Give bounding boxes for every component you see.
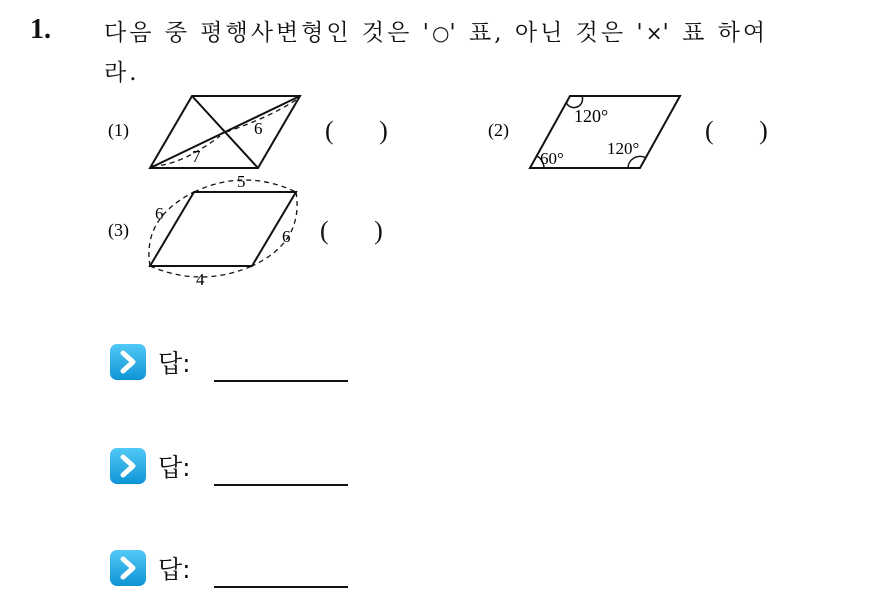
chevron-right-icon [110, 448, 146, 484]
parallelogram-3 [150, 192, 296, 266]
paren-3: ( ) [320, 216, 383, 245]
cross-mark: × [645, 21, 663, 45]
right-side-label: 6 [282, 227, 291, 246]
question-text-line2: 라. [104, 60, 140, 86]
question-text-part: 다음 중 평행사변형인 것은 ' [104, 20, 432, 46]
question-text-part: ' 표 하여 [662, 20, 769, 46]
answer-label: 답: [158, 555, 191, 584]
question-number: 1. [30, 14, 51, 45]
answer-blank-2[interactable] [214, 484, 348, 486]
paren-1: ( ) [325, 116, 388, 145]
answer-blank-3[interactable] [214, 586, 348, 588]
circle-mark: ○ [431, 21, 450, 45]
figure-2-label: (2) [488, 120, 509, 140]
angle-label-top-left: 120° [574, 106, 609, 126]
left-side-label: 6 [155, 204, 164, 223]
answer-row-2 [110, 448, 370, 488]
diagonal-short-half-label: 6 [254, 119, 263, 138]
question-text-part: ' 표, 아닌 것은 ' [449, 20, 646, 46]
diagonal-long [150, 96, 300, 168]
angle-label-bottom-right: 120° [607, 139, 640, 158]
question-text-line1 [104, 14, 768, 47]
diagonal-long-half-label: 7 [192, 147, 201, 166]
angle-label-bottom-left: 60° [540, 149, 564, 168]
paren-2: ( ) [705, 116, 768, 145]
top-side-label: 5 [237, 172, 246, 191]
figure-3-label: (3) [108, 220, 129, 240]
answer-row-1 [110, 344, 370, 384]
answer-label: 답: [158, 349, 191, 378]
answer-row-3 [110, 550, 370, 590]
figure-3 [100, 168, 330, 292]
answer-label: 답: [158, 453, 191, 482]
figure-1-label: (1) [108, 120, 129, 140]
bottom-side-label: 4 [196, 270, 205, 289]
answer-blank-1[interactable] [214, 380, 348, 382]
chevron-right-icon [110, 344, 146, 380]
figure-1 [100, 88, 330, 178]
figure-2 [480, 88, 700, 178]
chevron-right-icon [110, 550, 146, 586]
